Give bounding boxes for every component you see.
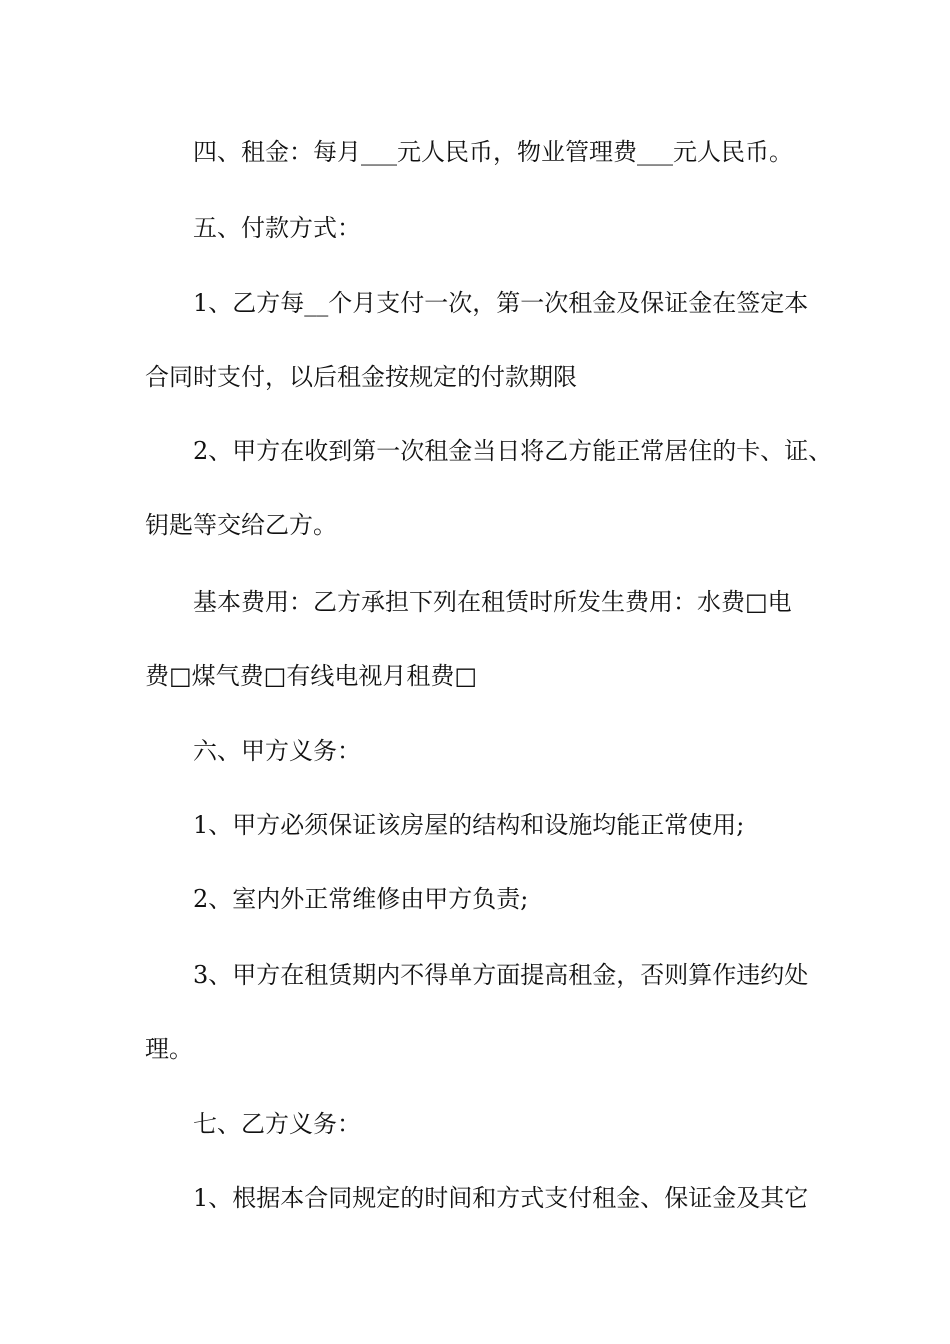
party-a-item-1: 1、甲方必须保证该房屋的结构和设施均能正常使用;	[193, 811, 745, 839]
party-a-item-3: 3、甲方在租赁期内不得单方面提高租金，否则算作违约处	[193, 961, 809, 989]
payment-item-1-cont: 合同时支付，以后租金按规定的付款期限	[145, 363, 577, 391]
heading-party-b-obligations: 七、乙方义务：	[193, 1110, 361, 1138]
basic-fees: 基本费用：乙方承担下列在租赁时所发生费用：水费□电	[193, 588, 792, 616]
basic-fees-cont: 费□煤气费□有线电视月租费□	[145, 662, 478, 690]
clause-rent: 四、租金：每月___元人民币，物业管理费___元人民币。	[193, 138, 793, 166]
heading-payment-method: 五、付款方式：	[193, 214, 361, 242]
party-b-item-1: 1、根据本合同规定的时间和方式支付租金、保证金及其它	[193, 1184, 809, 1212]
payment-item-2: 2、甲方在收到第一次租金当日将乙方能正常居住的卡、证、	[193, 437, 833, 465]
payment-item-2-cont: 钥匙等交给乙方。	[145, 511, 337, 539]
party-a-item-3-cont: 理。	[145, 1035, 193, 1063]
payment-item-1: 1、乙方每__个月支付一次，第一次租金及保证金在签定本	[193, 289, 809, 317]
heading-party-a-obligations: 六、甲方义务：	[193, 737, 361, 765]
party-a-item-2: 2、室内外正常维修由甲方负责;	[193, 885, 529, 913]
